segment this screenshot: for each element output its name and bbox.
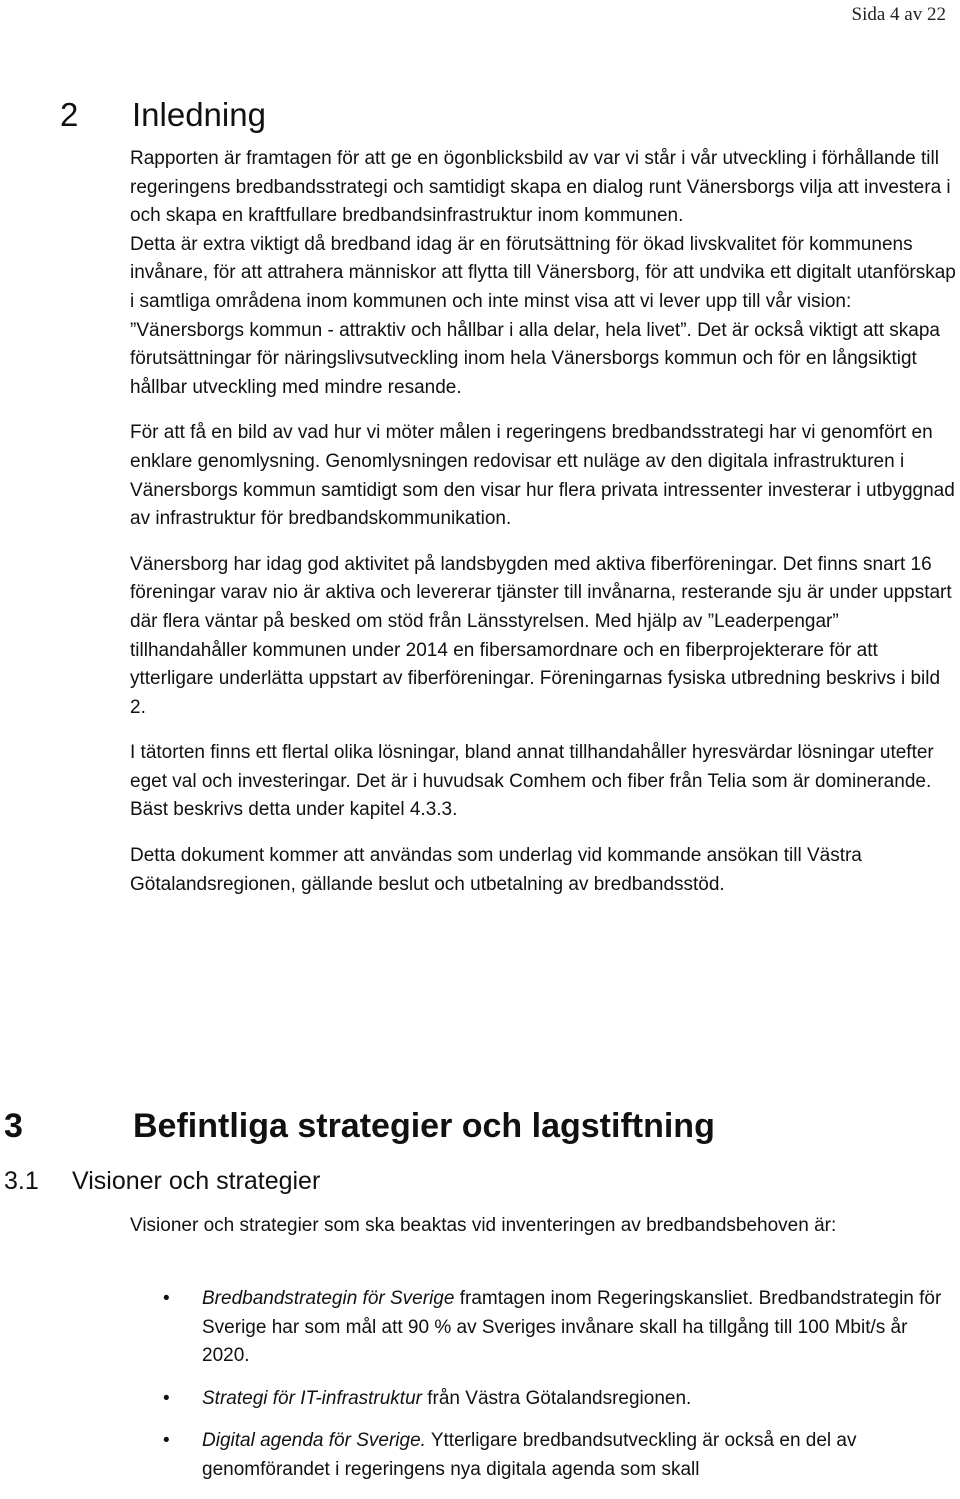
list-item [130, 1385, 960, 1414]
list-item-text: från Västra Götalandsregionen. [421, 1387, 692, 1409]
paragraph-6: Detta dokument kommer att användas som underlag vid kommande ansökan till Västra Götalandsregionen, gällande beslut och utbetalning av bredbandsstöd. [130, 845, 862, 895]
section-3-1-intro [130, 1212, 960, 1241]
list-item-title: Strategi för IT-infrastruktur [202, 1387, 422, 1409]
section-2-body [130, 145, 960, 899]
paragraph-4: Vänersborg har idag god aktivitet på landsbygden med aktiva fiberföreningar. Det finns snart 16 föreningar varav nio är aktiva och levererar tjänster till invånarna, resterande sju är under uppstart där flera väntar på besked om stöd från Länsstyrelsen. Med hjälp av ”Leaderpengar” tillhandahåller kommunen under 2014 en fibersamordnare och en fiberprojekterare för att ytterligare underlätta uppstart av fiberföreningar. Föreningarnas fysiska utbredning beskrivs i bild 2. [130, 553, 952, 718]
list-item [130, 1427, 960, 1484]
bullet-icon: • [163, 1387, 170, 1409]
paragraph-2: Detta är extra viktigt då bredband idag är en förutsättning för ökad livskvalitet för kommunens invånare, för att attrahera människor att flytta till Vänersborg, för att undvika ett digitalt utanförskap i samtliga områdena inom kommunen och inte minst visa att vi lever upp till vår vision: ”Vänersborgs kommun - attraktiv och hållbar i alla delar, hela livet”. Det är också viktigt att skapa förutsättningar för näringslivsutveckling inom hela Vänersborgs kommun och för en långsiktigt hållbar utveckling med mindre resande. [130, 233, 956, 398]
list-item-text: framtagen inom Regeringskansliet. Bredbandstrategin för Sverige har som mål att 90 % av Sveriges invånare skall ha tillgång till 100 Mbit/s år 2020. [202, 1288, 942, 1367]
paragraph-3: För att få en bild av vad hur vi möter målen i regeringens bredbandsstrategi har vi genomfört en enklare genomlysning. Genomlysningen redovisar ett nuläge av den digitala infrastrukturen i Vänersborgs kommun samtidigt som den visar hur flera privata intressenter investerar i utbyggnad av infrastruktur för bredbandskommunikation. [130, 422, 955, 530]
bullet-icon: • [163, 1430, 170, 1452]
paragraph-1: Rapporten är framtagen för att ge en ögonblicksbild av var vi står i vår utveckling i förhållande till regeringens bredbandsstrategi och samtidigt skapa en dialog runt Vänersborgs vilja att investera i och skapa en kraftfullare bredbandsinfrastruktur inom kommunen. [130, 148, 951, 227]
section-3-title: Befintliga strategier och lagstiftning [133, 1107, 715, 1145]
section-2-title: Inledning [132, 96, 266, 133]
strategy-list [130, 1285, 960, 1499]
list-item-title: Bredbandstrategin för Sverige [202, 1288, 455, 1309]
intro-paragraph: Visioner och strategier som ska beaktas vid inventeringen av bredbandsbehoven är: [130, 1215, 837, 1236]
section-3-heading [4, 1107, 904, 1149]
list-item [130, 1285, 960, 1371]
section-2-number: 2 [60, 96, 79, 133]
section-3-1-number: 3.1 [4, 1167, 39, 1195]
page-number: Sida 4 av 22 [851, 4, 946, 25]
list-item-text: Ytterligare bredbandsutveckling är också en del av genomförandet i regeringens nya digitala agenda som skall [202, 1430, 857, 1480]
section-3-number: 3 [4, 1107, 23, 1145]
list-item-title: Digital agenda för Sverige. [202, 1430, 426, 1452]
section-2-heading [60, 96, 460, 136]
section-3-1-heading [4, 1167, 504, 1199]
bullet-icon: • [163, 1288, 170, 1309]
paragraph-5: I tätorten finns ett flertal olika lösningar, bland annat tillhandahåller hyresvärdar lösningar utefter eget val och investeringar. Det är i huvudsak Comhem och fiber från Telia som är dominerande. Bäst beskrivs detta under kapitel 4.3.3. [130, 742, 934, 821]
section-3-1-title: Visioner och strategier [72, 1167, 321, 1195]
